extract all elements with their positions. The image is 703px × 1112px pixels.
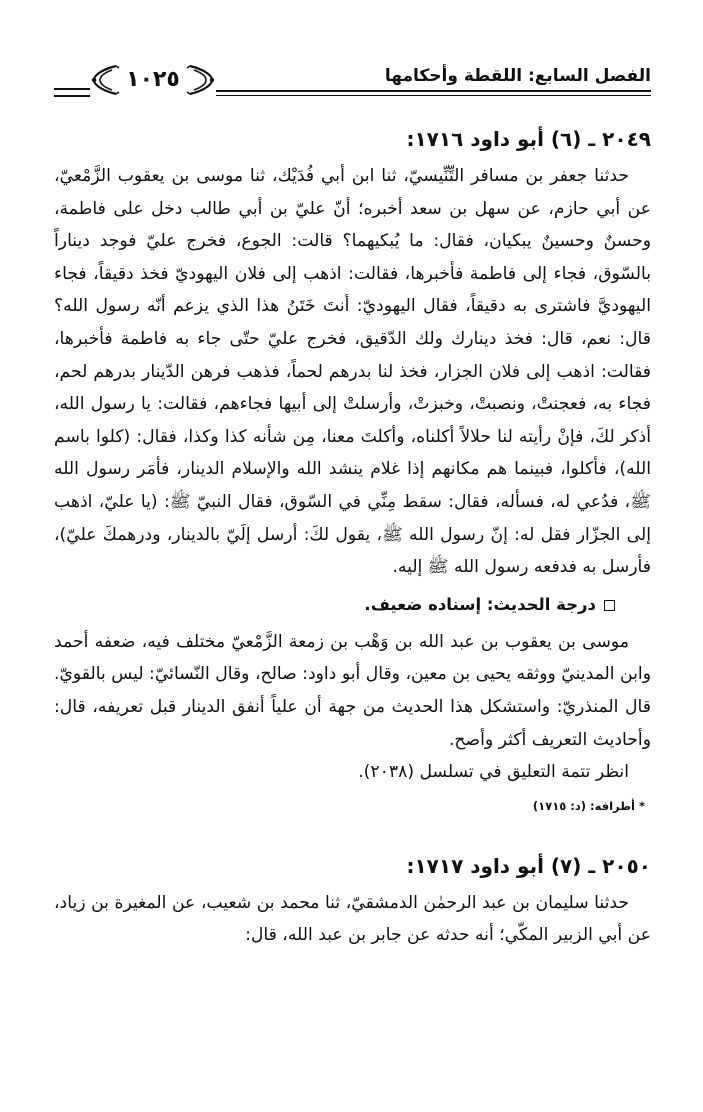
hadith-grade-label: درجة الحديث: إسناده ضعيف. (364, 594, 596, 614)
atraf-note: * أطرافه: (د: ١٧١٥) (532, 798, 645, 813)
hadith-heading-2049: ٢٠٤٩ ـ (٦) أبو داود ١٧١٦: (406, 127, 651, 151)
page-number: ١٠٢٥ (126, 66, 180, 92)
ornament-left-icon (90, 64, 120, 96)
chapter-title: الفصل السابع: اللقطة وأحكامها (375, 66, 651, 86)
hadith-text-2050: حدثنا سليمان بن عبد الرحمٰن الدمشقيّ، ثنا محمد بن شعيب، عن المغيرة بن زياد، عن أبي الزبير المكّي؛ أنه حدثه عن جابر بن عبد الله، قال: (54, 892, 651, 946)
square-bullet-icon (604, 600, 615, 611)
hadith-commentary: موسى بن يعقوب بن عبد الله بن وَهْب بن زمعة الزَّمْعيّ مختلف فيه، ضعفه أحمد وابن المدينيّ ووثقه يحيى بن معين، وقال أبو داود: صالح، وقال النّسائيّ: ليس بالقويّ. قال المنذريّ: واستشكل هذا الحديث من جهة أن علياً أنفق الدينار قبل تعريفه، قال: وأحاديث التعريف أكثر وأصح. (54, 631, 651, 750)
hadith-grade (54, 588, 651, 622)
hadith-text-2049: حدثنا جعفر بن مسافر التِّنِّيسيّ، ثنا ابن أبي فُدَيْك، ثنا موسى بن يعقوب الزَّمْعيّ، عن أبي حازم، عن سهل بن سعد أخبره؛ أنّ عليّ بن أبي طالب دخل على فاطمة، وحسنٌ وحسينٌ يبكيان، فقال: ما يُبكيهما؟ قالت: الجوع، فخرج عليّ فوجد ديناراً بالسّوق، فجاء إلى فاطمة فأخبرها، فقالت: اذهب إلى فلان اليهوديّ فخذ دقيقاً، فجاء اليهوديَّ فاشترى به دقيقاً، فقال اليهوديّ: أنتَ خَتَنُ هذا الذي يزعم أنّه رسول الله؟ قال: نعم، قال: فخذ دينارك ولك الدّقيق، فخرج عليّ حتّى جاء به فاطمة فأخبرها، فقالت: اذهب إلى فلان الجزار، فخذ لنا بدرهم لحماً، فذهب فرهن الدّينار بدرهم لحم، فجاء به، فعجنتْ، ونصبتْ، وخبزتْ، وأرسلتْ إلى أبيها فجاءهم، فقالت: يا رسول الله، أذكر لكَ، فإنْ رأيته لنا حلالاً أكلناه، وأكلتَ معنا، مِن شأنه كذا وكذا، فقال: (كلوا باسم الله)، فأكلوا، فبينما هم مكانهم إذا غلام ينشد الله والإسلام الدينار، فأمَر رسول الله ﷺ، فدُعي له، فسأله، فقال: سقط مِنِّي في السّوق، فقال النبيّ ﷺ: (يا عليّ، اذهب إلى الجزّار فقل له: إنّ رسول الله ﷺ، يقول لكَ: أرسل إلَيّ بالدينار، ودرهمكَ عليّ)، فأرسل به فدفعه رسول الله ﷺ إليه. (54, 166, 651, 578)
ornament-right-icon (186, 64, 216, 96)
header-rule-left (54, 88, 94, 97)
page-content (54, 118, 651, 952)
see-also-note: انظر تتمة التعليق في تسلسل (٢٠٣٨). (358, 762, 629, 783)
page-number-frame (90, 60, 216, 98)
hadith-heading-2050: ٢٠٥٠ ـ (٧) أبو داود ١٧١٧: (406, 853, 651, 878)
page-header (54, 58, 651, 98)
